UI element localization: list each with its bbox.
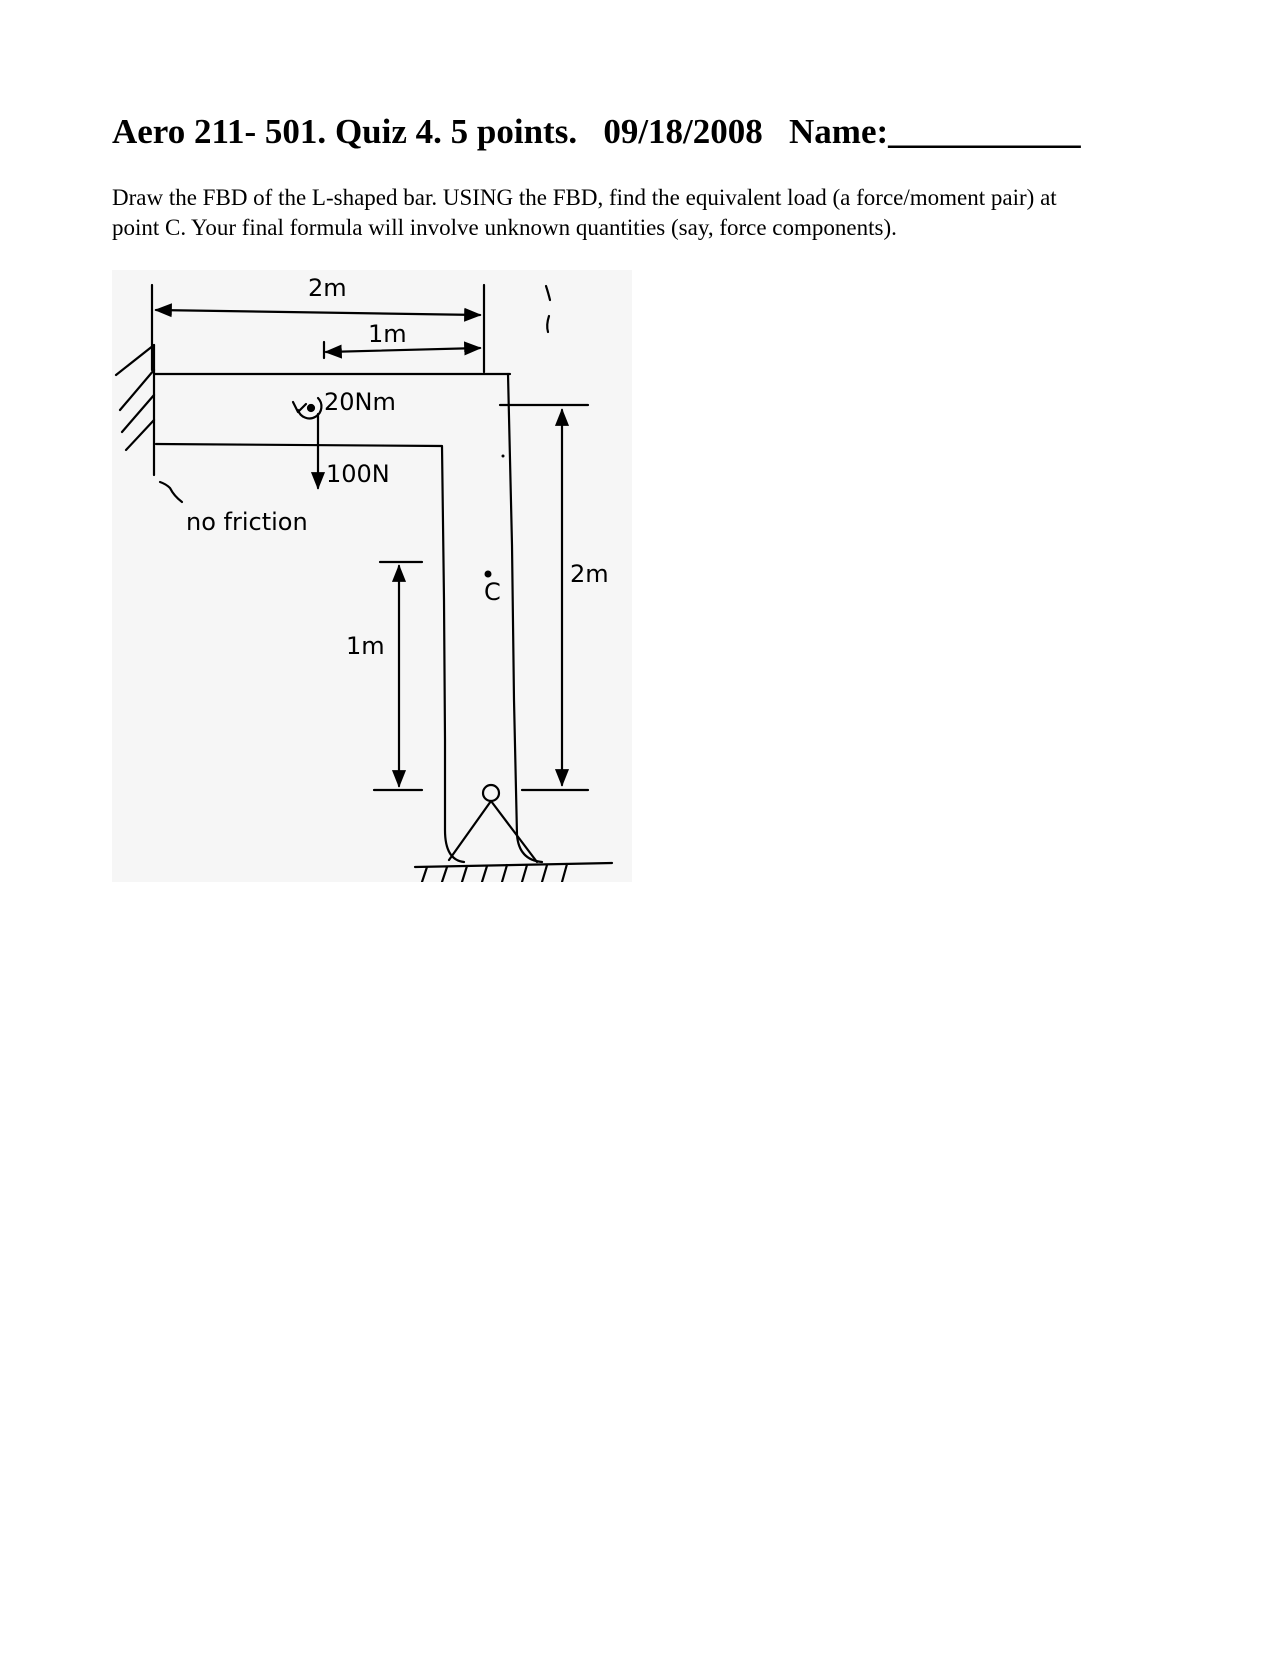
label-1m-left: 1m (346, 632, 385, 660)
quiz-points: 5 points. (450, 112, 578, 151)
moment-point (308, 405, 314, 411)
quiz-number: Quiz 4. (334, 112, 442, 151)
quiz-header (112, 112, 1081, 152)
label-2m-right: 2m (570, 560, 609, 588)
dim-arrow-2m (156, 310, 480, 315)
name-label: Name: (789, 112, 889, 151)
label-point-c: C (484, 578, 501, 606)
label-2m-top: 2m (308, 274, 347, 302)
problem-line-2: point C. Your final formula will involve unknown quantities (say, force components). (112, 215, 897, 240)
quiz-date: 09/18/2008 (603, 112, 763, 151)
label-moment: 20Nm (324, 388, 396, 416)
pin-joint (483, 785, 499, 801)
course-id: Aero 211- 501. (112, 112, 327, 151)
moment-arrowhead (293, 402, 306, 412)
problem-line-1: Draw the FBD of the L-shaped bar. USING the FBD, find the equivalent load (a force/moment pair) at (112, 185, 1057, 210)
friction-leader (160, 482, 182, 502)
name-blank[interactable]: ___________ (888, 112, 1081, 151)
label-no-friction: no friction (186, 508, 308, 536)
point-c-dot (485, 571, 492, 578)
l-bar-diagram (112, 270, 632, 882)
ground-line (415, 863, 612, 867)
label-1m-top: 1m (368, 320, 407, 348)
stray-marks (546, 286, 550, 332)
dim-arrow-1m (326, 348, 480, 352)
problem-statement (112, 183, 1172, 243)
diagram-svg (112, 270, 632, 882)
stray-dot (502, 455, 505, 458)
label-force: 100N (326, 460, 390, 488)
wall-hatching (116, 345, 154, 450)
